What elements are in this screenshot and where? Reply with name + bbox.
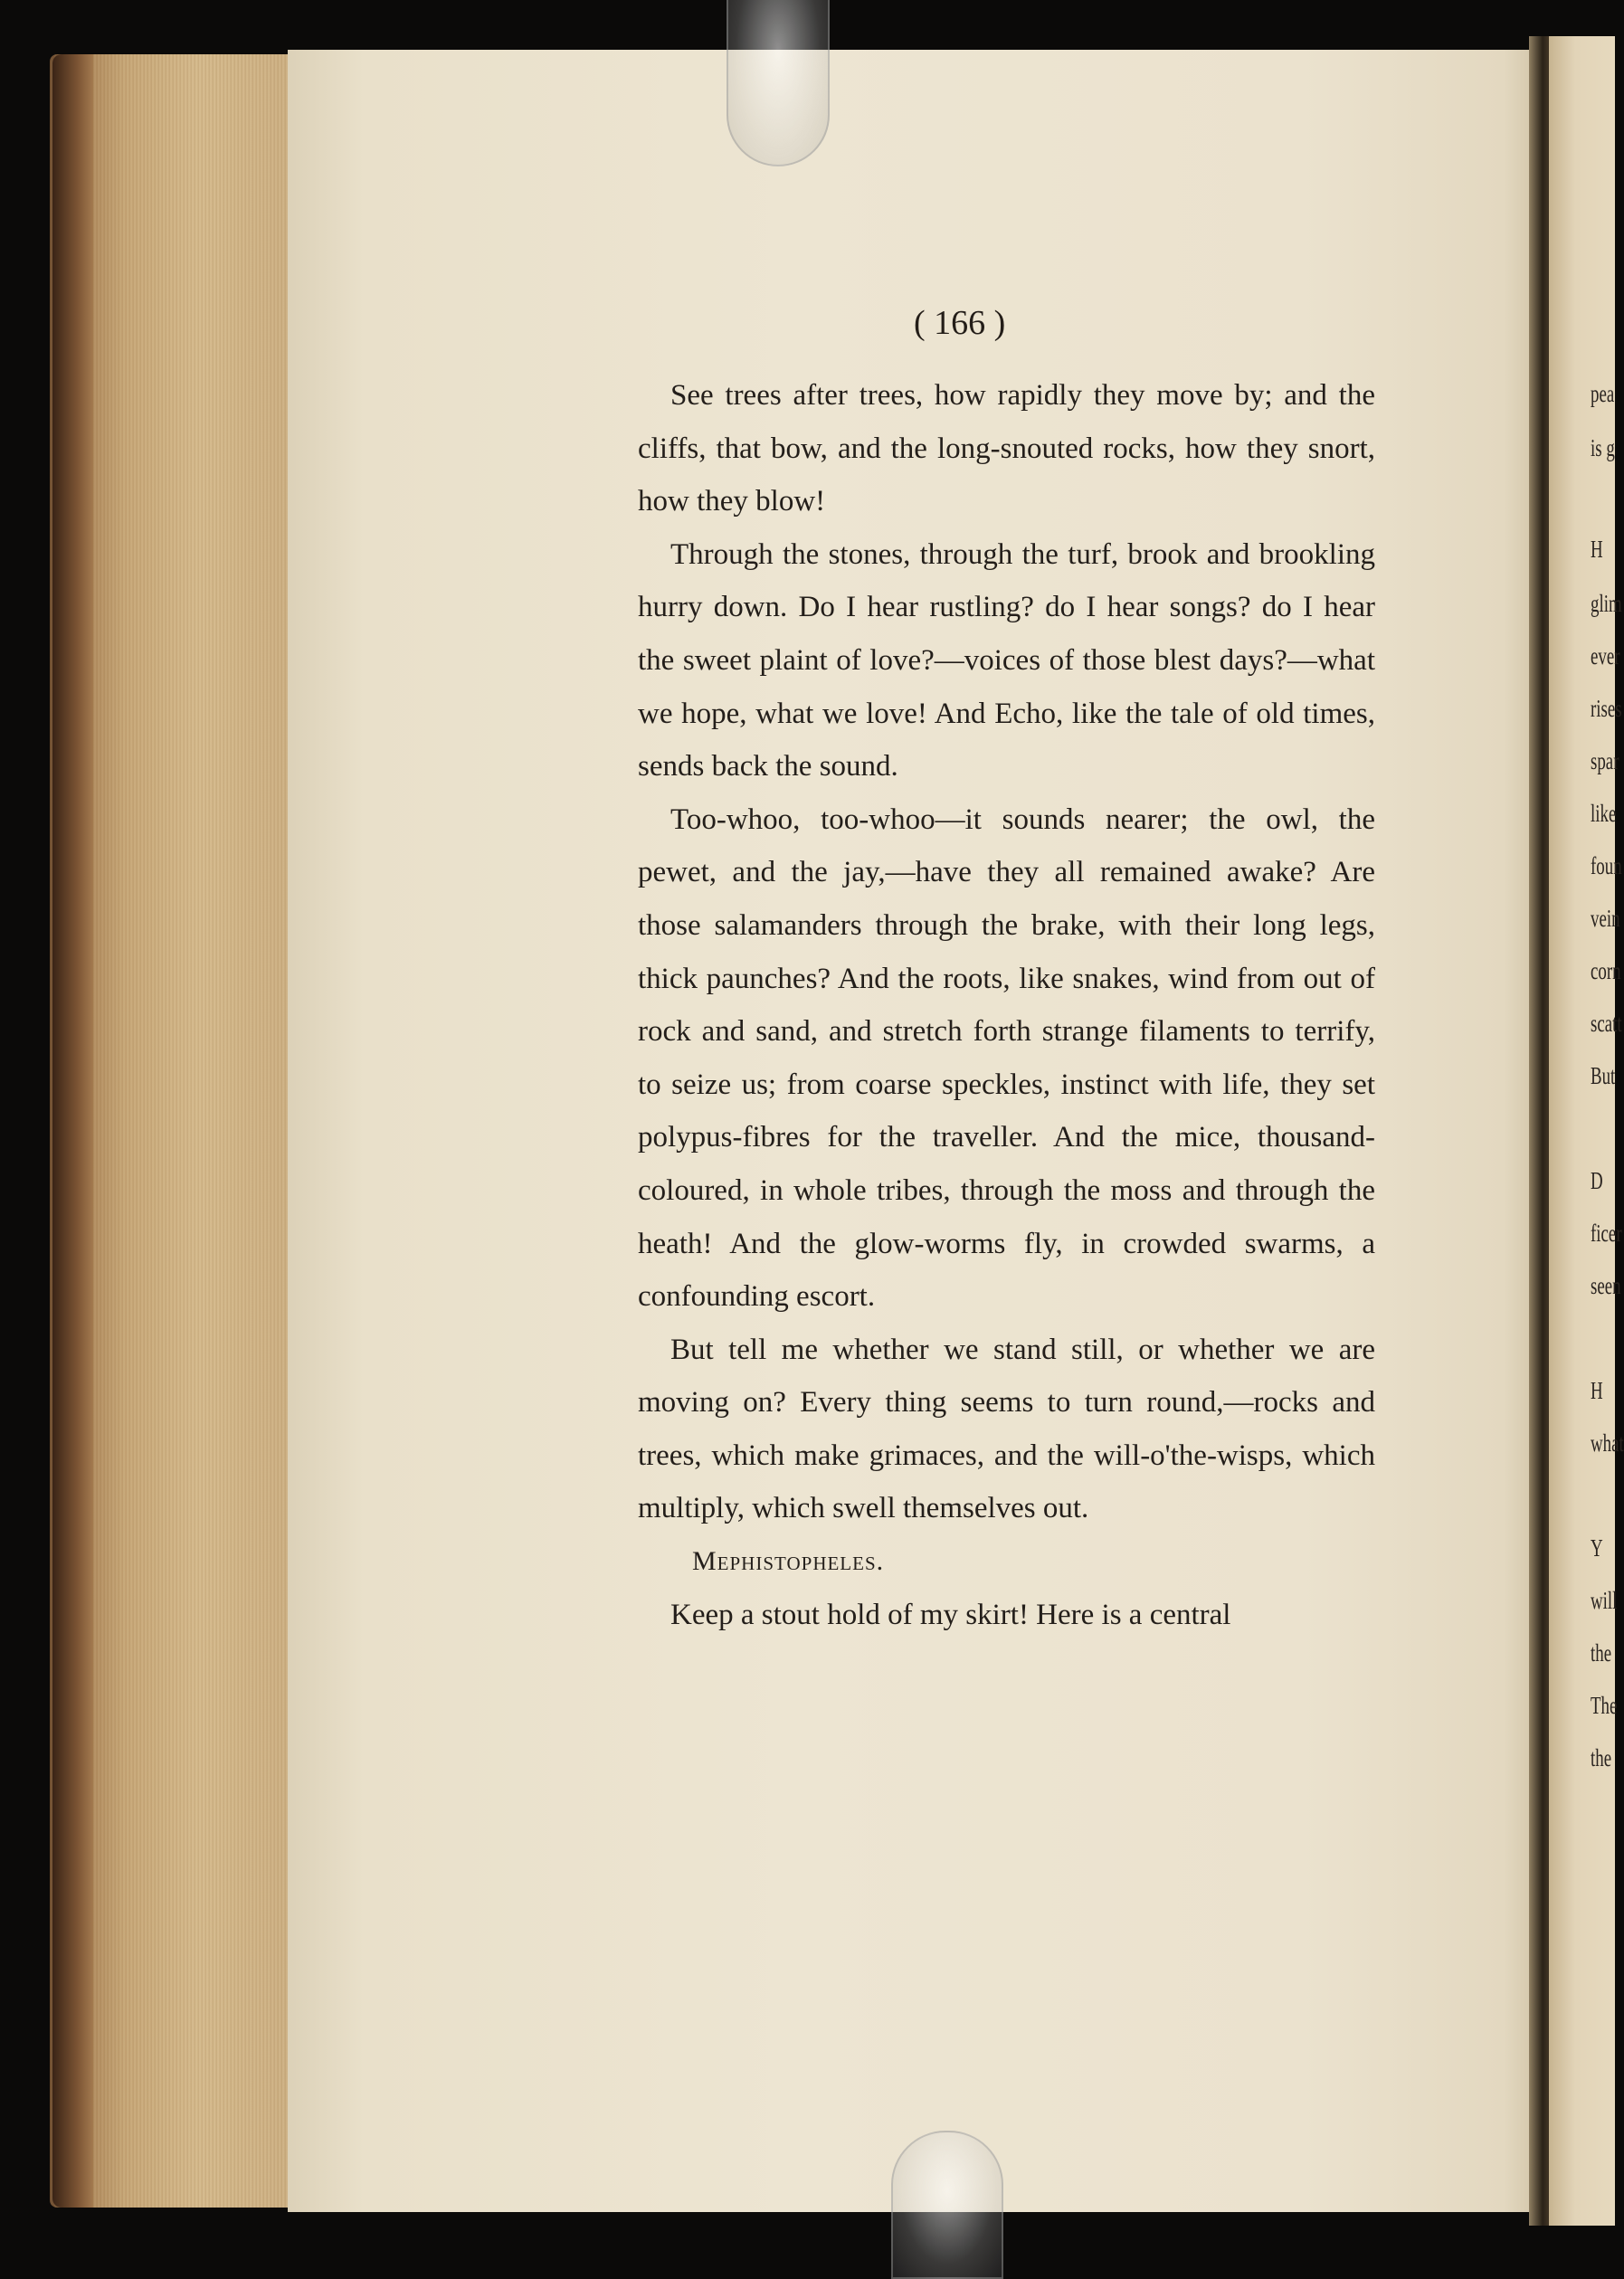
page-clip-top — [727, 0, 830, 166]
facing-fragment: vein — [1591, 905, 1620, 932]
facing-fragment: Y — [1591, 1534, 1603, 1562]
facing-fragment: will — [1591, 1587, 1618, 1614]
facing-fragment: The — [1591, 1692, 1618, 1719]
facing-fragment: like — [1591, 800, 1617, 827]
facing-fragment: seen — [1591, 1272, 1621, 1299]
facing-fragment: ficer — [1591, 1220, 1622, 1247]
page-text — [638, 369, 1375, 1641]
facing-fragment: the — [1591, 1639, 1612, 1667]
facing-fragment: D — [1591, 1167, 1603, 1194]
facing-fragment: But — [1591, 1062, 1616, 1089]
facing-fragment: the — [1591, 1744, 1612, 1771]
facing-fragment: glim — [1591, 590, 1622, 617]
facing-fragment: what — [1591, 1429, 1624, 1457]
facing-page — [1549, 36, 1624, 2226]
facing-fragment: is g — [1591, 434, 1615, 461]
facing-fragment: spar — [1591, 747, 1619, 774]
facing-fragment: rises — [1591, 695, 1622, 722]
facing-fragment: corn — [1591, 957, 1621, 984]
paragraph: See trees after trees, how rapidly they move by; and the cliffs, that bow, and the long-snouted rocks, how they snort, how they blow! — [638, 379, 1375, 518]
page-number: ( 166 ) — [914, 304, 1006, 342]
facing-fragment: pea — [1591, 380, 1615, 407]
speaker-name: Mephistopheles. — [692, 1546, 885, 1577]
paragraph: But tell me whether we stand still, or whether we are moving on? Every thing seems to turn round,—rocks and trees, which make grimaces, and the will-o'the-wisps, which multiply, which swell themselves out. — [638, 1333, 1375, 1525]
paragraph: Keep a stout hold of my skirt! Here is a central — [670, 1598, 1231, 1631]
book-cover-edge — [52, 54, 93, 2208]
facing-fragment: scatt — [1591, 1010, 1622, 1037]
paragraph: Too-whoo, too-whoo—it sounds nearer; the owl, the pewet, and the jay,—have they all remained awake? Are those salamanders through the brake, with their long legs, thick paunches? And the roots, like snakes, wind from out of rock and sand, and stretch forth strange filaments to terrify, to seize us; from coarse speckles, instinct with life, they set polypus-fibres for the traveller. And the mice, thousand-coloured, in whole tribes, through the moss and through the heath! And the glow-worms fly, in crowded swarms, a confounding escort. — [638, 802, 1375, 1314]
page-clip-bottom — [891, 2131, 1003, 2279]
facing-fragment: ever — [1591, 642, 1620, 669]
facing-fragment: H — [1591, 536, 1603, 563]
paragraph: Through the stones, through the turf, brook and brookling hurry down. Do I hear rustling? do I hear songs? do I hear the sweet plaint of love?—voices of those blest days?—what we hope, what we love! And Echo, like the tale of old times, sends back the sound. — [638, 537, 1375, 783]
facing-fragment: H — [1591, 1377, 1603, 1404]
facing-fragment: foun — [1591, 852, 1622, 879]
